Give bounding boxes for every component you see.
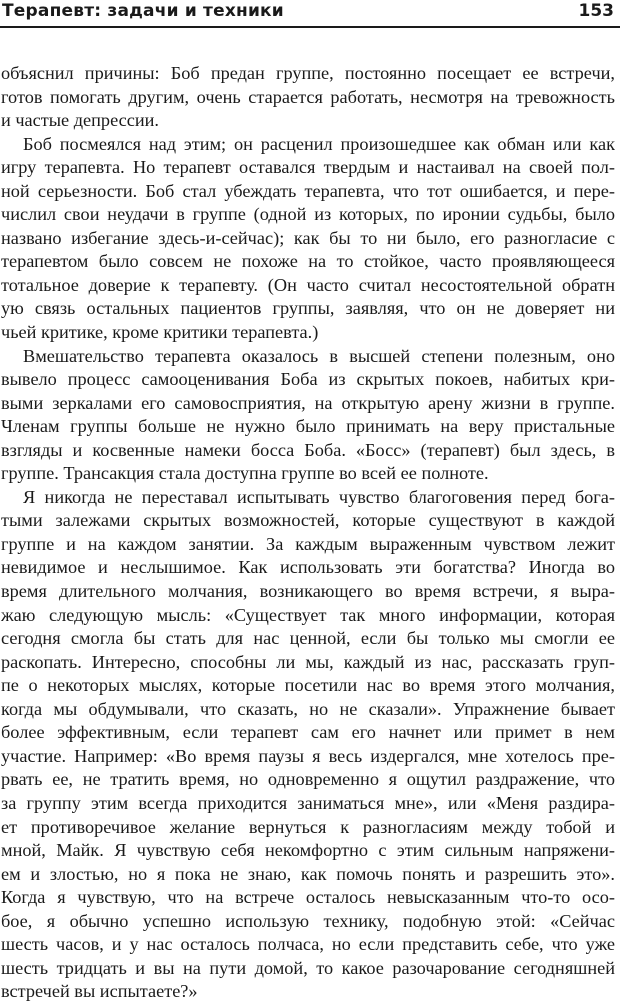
text-line: встречей вы испытаете?» — [1, 981, 198, 1002]
text-line: группе и на каждом занятии. За каждым выраженным чувством лежит — [1, 533, 615, 554]
text-line: ую связь остальных пациентов группы, заявляя, что он не доверяет ни — [1, 298, 615, 319]
text-line: выми зеркалами его самовосприятия, на открытую арену жизни в группе. — [1, 392, 615, 413]
text-line: игру терапевта. Но терапевт оставался твердым и настаивал на своей пол- — [1, 157, 615, 178]
text-line: шесть часов, и у нас осталось полчаса, но если представить себе, что уже — [1, 934, 615, 955]
paragraph — [1, 486, 615, 1004]
text-line: готов помогать другим, очень старается работать, несмотря на тревожность — [1, 86, 615, 107]
text-line: терапевтом было совсем не похоже на то стойкое, часто проявляющееся — [1, 251, 615, 272]
text-line: невидимое и неслышимое. Как использовать эти богатства? Иногда во — [1, 557, 615, 578]
text-line: Боб посмеялся над этим; он расценил произошедшее как обман или как — [23, 133, 615, 154]
paragraph — [1, 62, 615, 133]
text-line: Когда я чувствую, что на встрече осталось невысказанным что-то осо- — [1, 887, 615, 908]
text-line: вывело процесс самооценивания Боба из скрытых покоев, набитых кри- — [1, 369, 615, 390]
text-line: группе. Трансакция стала доступна группе во всей ее полноте. — [1, 463, 489, 484]
text-line: названо избегание здесь-и-сейчас); как бы то ни было, его разногласие с — [1, 227, 615, 248]
body-text — [1, 62, 615, 1004]
running-title: Терапевт: задачи и техники — [2, 1, 284, 21]
page-number: 153 — [578, 1, 614, 21]
text-line: числил свои неудачи в группе (одной из которых, по иронии судьбы, было — [1, 204, 615, 225]
text-line: участие. Например: «Во время паузы я весь издергался, мне хотелось пре- — [1, 745, 615, 766]
text-line: Членам группы больше не нужно было принимать на веру пристальные — [1, 416, 615, 437]
text-line: жаю следующую мысль: «Существует так много информации, которая — [1, 604, 615, 625]
text-line: ной серьезности. Боб стал убеждать терапевта, что тот ошибается, и пере- — [1, 180, 615, 201]
text-line: время длительного молчания, возникающего во время встречи, я выра- — [1, 581, 615, 602]
text-line: шесть тридцать и вы на пути домой, то какое разочарование сегодняшней — [1, 957, 615, 978]
text-line: ем и злостью, но я пока не знаю, как помочь понять и разрешить это». — [1, 863, 615, 884]
running-header — [0, 0, 620, 28]
text-line: ет противоречивое желание вернуться к разногласиям между тобой и — [1, 816, 615, 837]
text-line: взгляды и косвенные намеки босса Боба. «Босс» (терапевт) был здесь, в — [1, 439, 615, 460]
paragraph — [1, 345, 615, 486]
text-line: пе о некоторых мыслях, которые посетили нас во время этого молчания, — [1, 675, 615, 696]
text-line: за группу этим всегда приходится заниматься мне», или «Меня раздира- — [1, 792, 615, 813]
text-line: и частые депрессии. — [1, 110, 160, 131]
text-line: объяснил причины: Боб предан группе, постоянно посещает ее встречи, — [1, 63, 615, 83]
text-line: Я никогда не переставал испытывать чувство благоговения перед бога- — [23, 486, 615, 507]
text-line: Вмешательство терапевта оказалось в высшей степени полезным, оно — [23, 345, 615, 366]
text-line: тотальное доверие к терапевту. (Он часто считал несостоятельной обратн — [1, 274, 615, 295]
text-line: когда мы обдумывали, что сказать, но не сказали». Упражнение бывает — [1, 698, 615, 719]
text-line: сегодня смогла бы стать для нас ценной, если бы только мы смогли ее — [1, 628, 615, 649]
text-line: чьей критике, кроме критики терапевта.) — [1, 322, 319, 343]
paragraph — [1, 133, 615, 345]
text-line: более эффективным, если терапевт сам его начнет или примет в нем — [1, 722, 615, 743]
text-line: бое, я обычно успешно использую технику, подобную этой: «Сейчас — [1, 910, 615, 931]
text-line: рвать ее, не тратить время, но одновременно я ощутил раздражение, что — [1, 769, 615, 790]
text-line: тыми залежами скрытых возможностей, которые существуют в каждой — [1, 510, 615, 531]
text-line: мной, Майк. Я чувствую себя некомфортно с этим сильным напряжени- — [1, 840, 615, 861]
header-rule — [0, 26, 620, 28]
text-line: раскопать. Интересно, способны ли мы, каждый из нас, рассказать груп- — [1, 651, 615, 672]
